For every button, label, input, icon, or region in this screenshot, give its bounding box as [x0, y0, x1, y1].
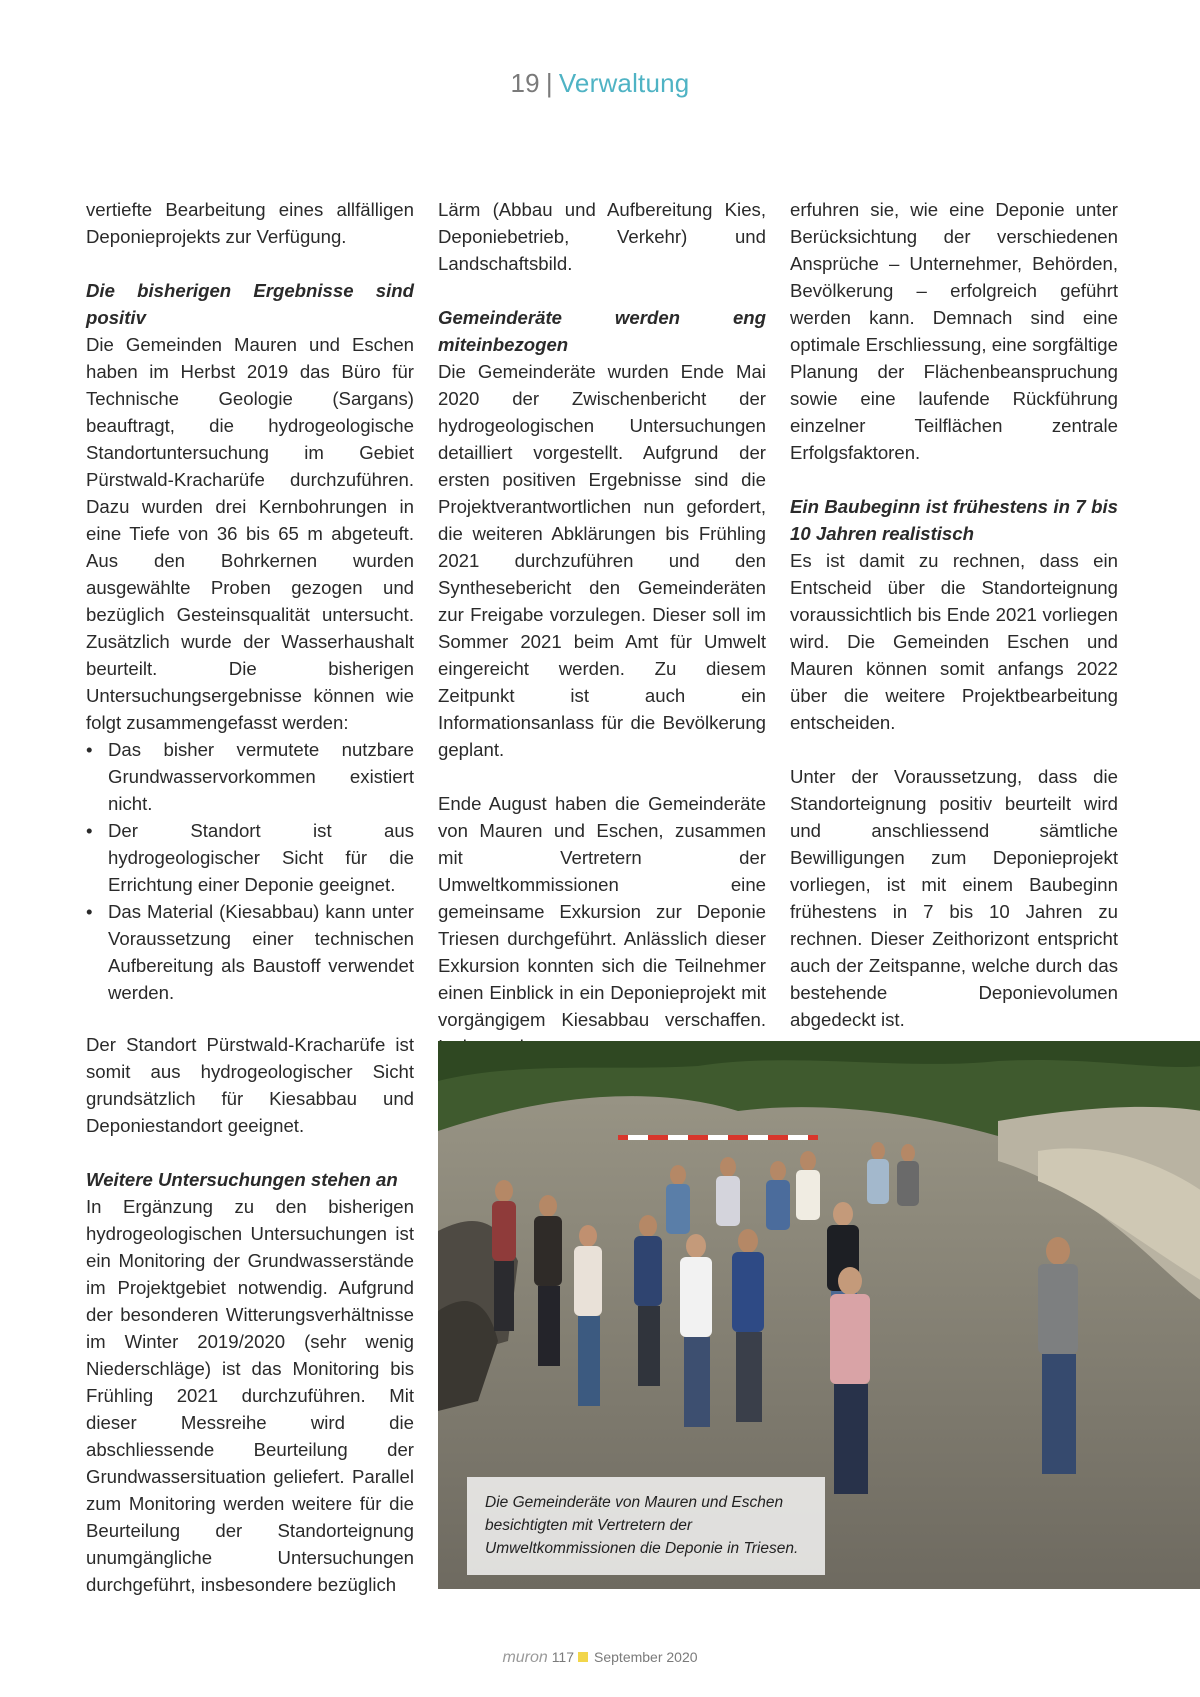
page-footer — [0, 1649, 1200, 1667]
issue-date: September 2020 — [594, 1649, 698, 1665]
section-title: Verwaltung — [558, 68, 690, 98]
header-separator: | — [545, 68, 553, 98]
paragraph: Es ist damit zu rechnen, dass ein Entscheid über die Standorteignung voraussichtlich bis Ende 2021 vorliegen wird. Die Gemeinden Eschen und Mauren können somit anfangs 2022 über die weitere Projektbearbeitung entscheiden. — [790, 550, 1118, 733]
column-1-lower — [86, 1031, 414, 1598]
bullet-list — [86, 736, 414, 1006]
column-2 — [438, 196, 766, 1060]
page-number: 19 — [510, 68, 540, 98]
subheading: Die bisherigen Ergebnisse sind positiv — [86, 280, 414, 328]
page-header — [0, 68, 1200, 99]
square-icon — [578, 1652, 588, 1662]
column-1 — [86, 196, 414, 1006]
column-3 — [790, 196, 1118, 1033]
paragraph: Unter der Voraussetzung, dass die Standorteignung positiv beurteilt wird und anschliessend sämtliche Bewilligungen zum Deponieprojekt vorliegen, ist mit einem Baubeginn frühestens in 7 bis 10 Jahren zu rechnen. Dieser Zeithorizont entspricht auch der Zeitspanne, welche durch das bestehende Deponievolumen abgedeckt ist. — [790, 766, 1118, 1030]
subheading: Ein Baubeginn ist frühestens in 7 bis 10 Jahren realistisch — [790, 496, 1118, 544]
paragraph: Ende August haben die Gemeinderäte von Mauren und Eschen, zusammen mit Vertretern der Umweltkommissionen eine gemeinsame Exkursion zur Deponie Triesen durchgeführt. Anlässlich dieser Exkursion konnten sich die Teilnehmer einen Einblick in ein Deponieprojekt mit vorgängigem Kiesabbau verschaffen. — [438, 793, 766, 1030]
paragraph: Der Standort Pürstwald-Kracharüfe ist somit aus hydrogeologischer Sicht grundsätzlich für Kiesabbau und Deponiestandort geeignet. — [86, 1034, 414, 1136]
paragraph: Die Gemeinden Mauren und Eschen haben im Herbst 2019 das Büro für Technische Geologie (Sargans) beauftragt, die hydrogeologische Standortuntersuchung im Gebiet Pürstwald-Kracharüfe durchzuführen. Dazu wurden drei Kernbohrungen in eine Tiefe von 36 bis 65 m abgeteuft. Aus den Bohrkernen wurden ausgewählte Proben gezogen und bezüglich Gesteinsqualität untersucht. Zusätzlich wurde der Wasserhaushalt beurteilt. Die bisherigen Untersuchungsergebnisse können wie folgt zusammengefasst werden: — [86, 334, 414, 733]
paragraph: Die Gemeinderäte wurden Ende Mai 2020 der Zwischenbericht der hydrogeologischen Untersuchungen detailliert vorgestellt. Aufgrund der ersten positiven Ergebnisse sind die Projektverantwortlichen nun gefordert, die weiteren Abklärungen bis Frühling 2021 durchzuführen und den Synthesebericht den Gemeinderäten zur Freigabe vorzulegen. Dieser soll im Sommer 2021 beim Amt für Umwelt eingereicht werden. Zu diesem Zeitpunkt ist auch ein Informationsanlass für die Bevölkerung geplant. — [438, 361, 766, 760]
paragraph: vertiefte Bearbeitung eines allfälligen Deponieprojekts zur Verfügung. — [86, 199, 414, 247]
list-item: • Das Material (Kiesabbau) kann unter Voraussetzung einer technischen Aufbereitung als Baustoff verwendet werden. — [86, 898, 414, 1006]
magazine-brand: muron — [502, 1649, 548, 1666]
list-item: • Der Standort ist aus hydrogeologischer Sicht für die Errichtung einer Deponie geeignet. — [86, 817, 414, 898]
issue-number: 117 — [551, 1649, 575, 1665]
paragraph: Lärm (Abbau und Aufbereitung Kies, Deponiebetrieb, Verkehr) und Landschaftsbild. — [438, 199, 766, 274]
paragraph: In Ergänzung zu den bisherigen hydrogeologischen Untersuchungen ist ein Monitoring der Grundwasserstände im Projektgebiet notwendig. Aufgrund der besonderen Witterungsverhältnisse im Winter 2019/2020 (sehr wenig Niederschläge) ist das Monitoring bis Frühling 2021 durchzuführen. Mit dieser Messreihe wird die abschliessende Beurteilung der Grundwassersituation geliefert. Parallel zum Monitoring werden weitere für die Beurteilung der Standorteignung unumgängliche Untersuchungen durchgeführt, insbesondere bezüglich — [86, 1196, 414, 1595]
subheading: Weitere Untersuchungen stehen an — [86, 1169, 398, 1190]
paragraph: erfuhren sie, wie eine Deponie unter Berücksichtung der verschiedenen Ansprüche – Unternehmer, Behörden, Bevölkerung – erfolgreich geführt werden kann. Demnach sind eine optimale Erschliessung, eine sorgfältige Planung der Flächenbeanspruchung sowie eine laufende Rückführung einzelner Teilflächen zentrale Erfolgsfaktoren. — [790, 199, 1118, 463]
subheading: Gemeinderäte werden eng miteinbezogen — [438, 307, 766, 355]
photo-caption: Die Gemeinderäte von Mauren und Eschen besichtigten mit Vertretern der Umweltkommissionen die Deponie in Triesen. — [467, 1477, 825, 1575]
list-item: • Das bisher vermutete nutzbare Grundwasservorkommen existiert nicht. — [86, 736, 414, 817]
